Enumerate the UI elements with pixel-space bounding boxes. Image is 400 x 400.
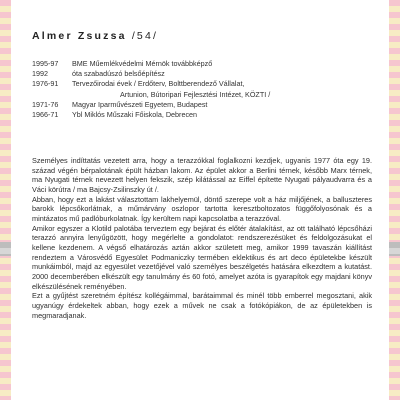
cv-row [32, 100, 372, 110]
cv-list [32, 59, 372, 120]
cv-row [32, 79, 372, 89]
cv-years: 1995-97 [32, 59, 59, 68]
cv-row-continuation [32, 90, 372, 100]
cv-text: BME Műemlékvédelmi Mérnök továbbképző [72, 59, 213, 68]
cv-row [32, 59, 372, 69]
cv-years: 1992 [32, 69, 48, 79]
cv-years: 1971-76 [32, 99, 59, 109]
cv-years: 1976-91 [32, 79, 59, 89]
right-decorative-stripe [389, 0, 400, 400]
author-name: Almer Zsuzsa [32, 30, 127, 42]
body-paragraph: Ezt a gyűjtést szeretném építész kollégáimmal, barátaimmal és minél több emberrel megosztani, akik ugyanúgy érdekeltek abban, hogy ezek a művek ne csak a fotókópiákon, de az épületekben is megmaradjanak. [32, 291, 372, 320]
body-paragraph: Amikor egyszer a Klotild palotába terveztem egy bejárat és előtér átalakítást, az ott található lépcsőházi terazzó annyira lenyűgözött, hogy megérlelte a gondolatot: rendszerezésüket és feldolgozásukat el kellene kezdenem. A végső elhatározás aztán akkor született meg, amikor 1999 tavaszán kiállítást rendeztem a Városvédő Egyesület Podmaniczky termében eklektikus és art deco épületekbe készült munkáimból, majd az egyesület vezetőjével való személyes beszélgetés hatására elkezdtem a kutatást. 2000 decemberében elkészült egy tanulmány és 60 fotó, amelyet azóta is gyarapítok egy majdani könyv elkészülésének reményében. [32, 223, 372, 291]
body-paragraph: Abban, hogy ezt a lakást választottam lakhelyemül, döntő szerepe volt a ház miljőjének, a balluszteres barokk lépcsőkorlátnak, a műmárvány oszlopor tartotta keresztboltozatos függőfolyosónak és a mintázatos mű padlóburkolatnak. Így kerültem napi kapcsolatba a terazzóval. [32, 194, 372, 223]
cv-text-continuation: Artunion, Bútoripari Fejlesztési Intézet, KÖZTI / [120, 89, 271, 99]
cv-row [32, 69, 372, 79]
body-text [32, 156, 372, 320]
cv-text: óta szabadúszó belsőépítész [72, 69, 165, 79]
cv-text: Ybl Miklós Műszaki Főiskola, Debrecen [72, 110, 198, 120]
left-stripe-gray-band [0, 242, 11, 256]
body-paragraph: Személyes indíttatás vezetett arra, hogy a terazzókkal foglalkozni kezdjek, ugyanis 1977 óta egy 19. század végén bérpalotának épült házban lakom. Az épület akkor a Berlini térnek, később Marx térnek, ma Nyugati térnek nevezett helyen fekszik, szép kilátással az Eiffel építette Nyugati pályaudvarra és a Váci körútra / ma Bajcsy-Zsilinszky út /. [32, 156, 372, 194]
page-title [32, 30, 158, 42]
entry-number: /54/ [131, 30, 159, 42]
cv-years: 1966-71 [32, 110, 59, 120]
right-stripe-gray-band [389, 242, 400, 256]
left-decorative-stripe [0, 0, 11, 400]
cv-text: Magyar Iparművészeti Egyetem, Budapest [72, 99, 208, 109]
cv-text: Tervezőirodai évek / Erdőterv, Bolttberendező Vállalat, [72, 79, 245, 89]
cv-row [32, 110, 372, 120]
cv-years-empty [32, 90, 72, 100]
page-content [32, 0, 372, 400]
